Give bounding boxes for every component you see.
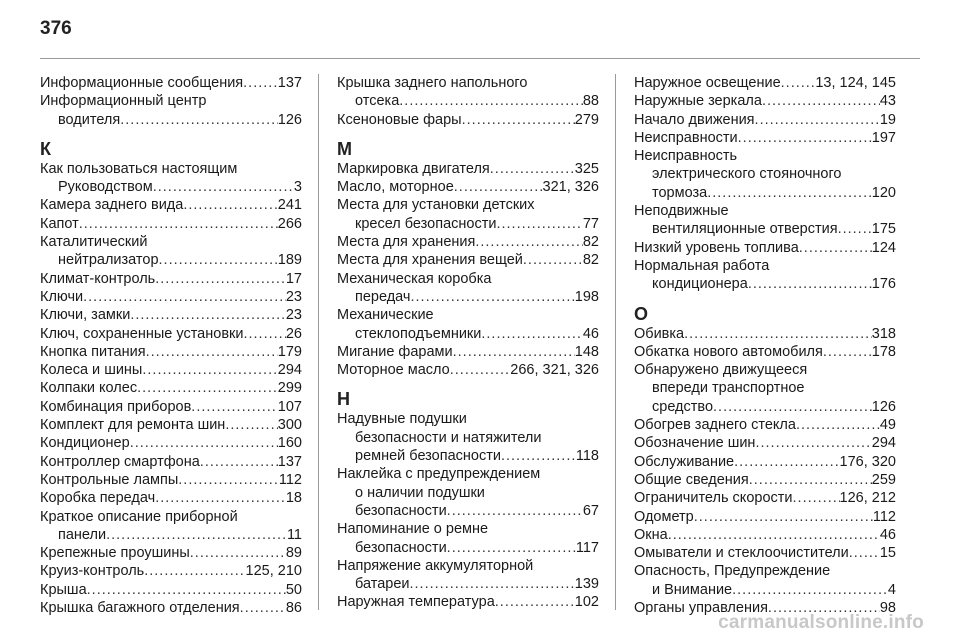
index-entry-pages: 11: [286, 526, 302, 543]
index-entry-text: Информационные сообщения: [40, 75, 244, 91]
dot-leader: [707, 184, 872, 202]
dot-leader: [684, 325, 872, 343]
index-entry-text: отсека: [355, 93, 400, 110]
index-entry-text: Крыша: [40, 581, 87, 598]
index-entry-pages: 49: [879, 417, 896, 434]
index-entry-text: Информационный центр: [40, 93, 207, 110]
index-entry-text: безопасности: [355, 539, 447, 556]
index-entry-text: Маркировка двигателя: [337, 160, 490, 177]
index-entry-text: нейтрализатор: [58, 252, 159, 269]
index-entry: [634, 526, 896, 544]
dot-leader: [838, 220, 872, 238]
index-entry-text: кресел безопасности: [355, 215, 497, 232]
index-entry-text: Напряжение аккумуляторной: [337, 557, 534, 574]
index-entry-pages: 279: [574, 111, 599, 128]
index-entry-pages: 126: [277, 111, 302, 128]
index-entry-text: Коробка передач: [40, 490, 156, 507]
dot-leader: [225, 416, 277, 434]
dot-leader: [142, 361, 277, 379]
index-entry-text: электрического стояночного: [652, 166, 842, 183]
dot-leader: [153, 178, 294, 196]
index-entry-text: Окна: [634, 526, 668, 543]
index-entry-text: Низкий уровень топлива: [634, 239, 799, 256]
index-entry-pages: 18: [285, 490, 302, 507]
index-entry-pages: 198: [574, 288, 599, 305]
index-entry: [634, 453, 896, 471]
index-entry-pages: 3: [293, 179, 302, 196]
index-entry-pages: 43: [879, 93, 896, 110]
index-entry: [40, 581, 302, 599]
index-entry-text: Обкатка нового автомобиля: [634, 343, 823, 360]
index-entry-pages: 117: [575, 539, 599, 556]
index-entry-text: безопасности и натяжители: [355, 429, 542, 446]
index-entry-text: Наружная температура: [337, 594, 495, 611]
index-entry-text: Общие сведения: [634, 471, 749, 488]
index-entry-pages: 179: [277, 343, 302, 360]
index-entry-pages: 4: [887, 581, 896, 598]
index-entry-text: Опасность, Предупреждение: [634, 563, 831, 580]
index-entry-pages: 107: [277, 398, 302, 415]
index-entry-text: Омыватели и стеклоочистители: [634, 545, 849, 562]
dot-leader: [83, 288, 286, 306]
index-entry-pages: 318: [871, 325, 896, 342]
dot-leader: [410, 575, 575, 593]
index-entry: [40, 306, 302, 324]
dot-leader: [240, 599, 286, 617]
index-entry: [337, 233, 599, 251]
index-entry-text: передач: [355, 288, 411, 305]
index-entry-pages: 266: [277, 215, 302, 232]
index-entry-pages: 175: [871, 221, 896, 238]
index-entry-text: батареи: [355, 576, 410, 593]
index-entry: [40, 160, 302, 197]
index-entry-text: панели: [58, 526, 107, 543]
index-entry-text: Комплект для ремонта шин: [40, 417, 226, 434]
dot-leader: [183, 196, 277, 214]
index-entry-text: Надувные подушки: [337, 411, 467, 428]
index-entry: [40, 562, 302, 580]
index-entry-pages: 86: [285, 600, 302, 617]
dot-leader: [475, 233, 583, 251]
index-entry-text: Крепежные проушины: [40, 545, 190, 562]
dot-leader: [732, 581, 888, 599]
index-entry: [337, 520, 599, 557]
index-entry-text: Обслуживание: [634, 453, 735, 470]
index-entry-pages: 266, 321, 326: [510, 362, 599, 379]
dot-leader: [481, 325, 582, 343]
index-entry-text: Места для хранения вещей: [337, 252, 523, 269]
index-entry-pages: 137: [277, 453, 302, 470]
index-entry-pages: 294: [277, 362, 302, 379]
index-entry-pages: 112: [872, 508, 896, 525]
index-entry: [40, 92, 302, 129]
index-entry-pages: 98: [879, 600, 896, 617]
index-letter-heading: К: [40, 138, 51, 159]
index-entry-pages: 112: [278, 471, 302, 488]
index-entry-text: стеклоподъемники: [355, 325, 482, 342]
dot-leader: [137, 379, 278, 397]
dot-leader: [454, 178, 543, 196]
index-entry-pages: 46: [879, 526, 896, 543]
page-number: 376: [40, 18, 72, 39]
index-entry: [40, 343, 302, 361]
index-entry: [40, 398, 302, 416]
dot-leader: [155, 270, 286, 288]
dot-leader: [462, 111, 575, 129]
index-entry: [634, 147, 896, 202]
index-entry: [634, 343, 896, 361]
dot-leader: [694, 508, 873, 526]
index-entry-pages: 197: [871, 129, 896, 146]
index-entry-text: Неподвижные: [634, 203, 729, 220]
index-entry-text: Крышка заднего напольного: [337, 75, 528, 91]
index-entry-text: Напоминание о ремне: [337, 521, 489, 538]
index-entry-text: Комбинация приборов: [40, 398, 192, 415]
dot-leader: [243, 74, 278, 92]
index-entry: [634, 129, 896, 147]
dot-leader: [849, 544, 880, 562]
index-entry-pages: 178: [871, 343, 896, 360]
dot-leader: [796, 416, 880, 434]
dot-leader: [749, 471, 872, 489]
index-entry-text: Наклейка с предупреждением: [337, 466, 541, 483]
index-entry-text: Краткое описание приборной: [40, 508, 238, 525]
index-entry-text: Ключи, замки: [40, 307, 131, 324]
index-entry-text: Обозначение шин: [634, 435, 756, 452]
index-entry-text: Места для хранения: [337, 234, 476, 251]
dot-leader: [748, 275, 872, 293]
index-entry-text: Неисправности: [634, 129, 738, 146]
index-entry: [634, 92, 896, 110]
index-entry-text: средство: [652, 398, 714, 415]
dot-leader: [668, 526, 880, 544]
index-entry: [40, 215, 302, 233]
index-entry-pages: 124: [871, 239, 896, 256]
index-entry-text: Крышка багажного отделения: [40, 600, 240, 617]
index-entry-pages: 139: [574, 576, 599, 593]
index-letter-heading: Н: [337, 389, 350, 410]
index-entry-pages: 67: [582, 502, 599, 519]
index-entry-pages: 325: [574, 160, 599, 177]
index-entry: [634, 325, 896, 343]
index-column-2: [337, 74, 599, 612]
index-entry-text: Места для установки детских: [337, 197, 535, 214]
index-entry-text: ремней безопасности: [355, 448, 501, 465]
index-entry-text: Кондиционер: [40, 435, 130, 452]
dot-leader: [501, 447, 576, 465]
index-entry-text: Нормальная работа: [634, 257, 770, 274]
dot-leader: [453, 343, 575, 361]
index-entry-pages: 89: [285, 545, 302, 562]
index-entry-text: Обнаружено движущееся: [634, 362, 808, 379]
index-entry-pages: 241: [277, 197, 302, 214]
index-entry-pages: 82: [582, 234, 599, 251]
index-entry-text: Неисправность: [634, 148, 738, 165]
index-entry-pages: 126: [871, 398, 896, 415]
index-entry-text: Ограничитель скорости: [634, 490, 793, 507]
dot-leader: [79, 215, 278, 233]
index-entry-text: Органы управления: [634, 600, 768, 617]
index-entry: [40, 361, 302, 379]
index-entry: [337, 251, 599, 269]
index-entry-text: Наружное освещение: [634, 75, 781, 91]
index-entry-text: о наличии подушки: [355, 484, 485, 501]
index-entry-pages: 23: [285, 288, 302, 305]
index-entry: [337, 270, 599, 307]
index-entry-pages: 26: [285, 325, 302, 342]
index-entry: [337, 74, 599, 111]
index-entry: [634, 74, 896, 92]
index-entry-text: вентиляционные отверстия: [652, 221, 838, 238]
index-entry-pages: 118: [575, 448, 599, 465]
dot-leader: [781, 74, 816, 92]
index-entry-pages: 137: [277, 75, 302, 91]
index-entry-text: и Внимание: [652, 581, 733, 598]
index-entry: [40, 74, 302, 92]
dot-leader: [799, 239, 872, 257]
index-entry-text: Климат-контроль: [40, 270, 156, 287]
index-entry: [634, 434, 896, 452]
dot-leader: [243, 325, 285, 343]
index-entry: [634, 111, 896, 129]
dot-leader: [713, 398, 872, 416]
index-entry-pages: 17: [285, 270, 302, 287]
dot-leader: [496, 215, 582, 233]
index-entry-pages: 176, 320: [839, 453, 896, 470]
index-entry: [634, 562, 896, 599]
index-entry: [634, 471, 896, 489]
index-entry: [337, 178, 599, 196]
index-entry-text: Камера заднего вида: [40, 197, 184, 214]
index-entry: [40, 599, 302, 617]
dot-leader: [447, 539, 576, 557]
index-entry: [40, 434, 302, 452]
index-entry-pages: 294: [871, 435, 896, 452]
index-entry: [40, 270, 302, 288]
index-entry-text: Обивка: [634, 325, 685, 342]
dot-leader: [190, 544, 286, 562]
dot-leader: [823, 343, 872, 361]
index-entry: [40, 288, 302, 306]
index-entry-pages: 126, 212: [839, 490, 896, 507]
dot-leader: [144, 562, 245, 580]
index-entry-pages: 13, 124, 145: [815, 75, 896, 91]
index-entry: [634, 257, 896, 294]
index-entry-pages: 15: [879, 545, 896, 562]
index-entry-text: Обогрев заднего стекла: [634, 417, 796, 434]
index-entry-text: Одометр: [634, 508, 694, 525]
index-entry-pages: 88: [582, 93, 599, 110]
column-divider: [318, 74, 319, 610]
index-entry: [634, 508, 896, 526]
dot-leader: [191, 398, 278, 416]
index-entry: [40, 508, 302, 545]
index-entry-text: кондиционера: [652, 276, 748, 293]
dot-leader: [523, 251, 583, 269]
index-entry: [337, 160, 599, 178]
index-entry: [337, 306, 599, 343]
index-entry: [40, 544, 302, 562]
index-entry-text: Начало движения: [634, 111, 755, 128]
index-entry-pages: 46: [582, 325, 599, 342]
dot-leader: [755, 434, 871, 452]
index-entry-text: Кнопка питания: [40, 343, 146, 360]
index-entry-text: водителя: [58, 111, 121, 128]
top-rule: [40, 58, 920, 59]
index-entry: [337, 196, 599, 233]
dot-leader: [178, 471, 279, 489]
index-entry-text: Колеса и шины: [40, 362, 143, 379]
dot-leader: [87, 581, 286, 599]
index-entry: [337, 361, 599, 379]
index-entry: [634, 544, 896, 562]
index-entry: [40, 489, 302, 507]
dot-leader: [120, 111, 278, 129]
index-entry: [40, 325, 302, 343]
index-entry: [337, 343, 599, 361]
index-entry: [40, 196, 302, 214]
index-entry-text: Контрольные лампы: [40, 471, 179, 488]
index-entry-text: Мигание фарами: [337, 343, 453, 360]
dot-leader: [495, 593, 575, 611]
dot-leader: [130, 306, 286, 324]
index-entry-text: Руководством: [58, 179, 153, 196]
index-entry-text: Ксеноновые фары: [337, 111, 462, 128]
index-entry: [40, 233, 302, 270]
index-entry-text: Как пользоваться настоящим: [40, 160, 238, 177]
index-entry-pages: 176: [871, 276, 896, 293]
dot-leader: [200, 453, 278, 471]
index-entry-pages: 102: [574, 594, 599, 611]
index-entry-pages: 148: [574, 343, 599, 360]
index-entry-text: Ключи: [40, 288, 84, 305]
dot-leader: [146, 343, 278, 361]
dot-leader: [450, 361, 511, 379]
dot-leader: [793, 489, 840, 507]
index-entry-pages: 259: [871, 471, 896, 488]
index-entry-text: тормоза: [652, 184, 708, 201]
index-entry-text: Каталитический: [40, 234, 148, 251]
dot-leader: [399, 92, 583, 110]
index-entry-pages: 50: [285, 581, 302, 598]
index-entry-pages: 120: [871, 184, 896, 201]
index-entry-text: Механические: [337, 307, 434, 324]
dot-leader: [755, 111, 880, 129]
index-entry-pages: 321, 326: [542, 179, 599, 196]
index-entry: [634, 202, 896, 239]
index-entry-text: Моторное масло: [337, 362, 450, 379]
index-entry-pages: 300: [277, 417, 302, 434]
index-letter-heading: М: [337, 138, 352, 159]
index-entry-pages: 160: [277, 435, 302, 452]
dot-leader: [106, 526, 287, 544]
index-entry: [337, 465, 599, 520]
dot-leader: [159, 251, 278, 269]
index-entry-text: Круиз-контроль: [40, 563, 145, 580]
dot-leader: [411, 288, 575, 306]
dot-leader: [734, 453, 839, 471]
dot-leader: [447, 502, 583, 520]
index-entry: [40, 453, 302, 471]
index-entry-text: безопасности: [355, 502, 447, 519]
index-entry: [634, 416, 896, 434]
index-letter-heading: О: [634, 303, 649, 324]
dot-leader: [130, 434, 278, 452]
index-entry: [337, 557, 599, 594]
index-column-1: [40, 74, 302, 617]
index-entry-pages: 19: [879, 111, 896, 128]
index-entry-pages: 299: [277, 380, 302, 397]
index-column-3: [634, 74, 896, 617]
index-entry-pages: 189: [277, 252, 302, 269]
index-entry-text: Наружные зеркала: [634, 93, 762, 110]
index-entry: [40, 379, 302, 397]
index-entry-pages: 125, 210: [245, 563, 302, 580]
index-entry-pages: 77: [582, 215, 599, 232]
index-entry-pages: 82: [582, 252, 599, 269]
index-entry: [634, 361, 896, 416]
dot-leader: [738, 129, 872, 147]
index-entry-pages: 23: [285, 307, 302, 324]
index-entry-text: впереди транспортное: [652, 380, 805, 397]
index-entry-text: Контроллер смартфона: [40, 453, 200, 470]
index-entry-text: Колпаки колес: [40, 380, 138, 397]
index-entry-text: Масло, моторное: [337, 179, 454, 196]
index-entry: [337, 410, 599, 465]
index-entry-text: Ключ, сохраненные установки: [40, 325, 244, 342]
index-entry: [337, 593, 599, 611]
index-entry: [40, 471, 302, 489]
column-divider: [615, 74, 616, 610]
watermark: carmanualsonline.info: [718, 612, 924, 633]
index-entry: [337, 111, 599, 129]
dot-leader: [490, 160, 575, 178]
index-entry-text: Механическая коробка: [337, 270, 492, 287]
index-entry: [40, 416, 302, 434]
index-entry: [634, 239, 896, 257]
dot-leader: [762, 92, 880, 110]
index-entry-text: Капот: [40, 215, 79, 232]
dot-leader: [155, 489, 286, 507]
index-entry: [634, 489, 896, 507]
